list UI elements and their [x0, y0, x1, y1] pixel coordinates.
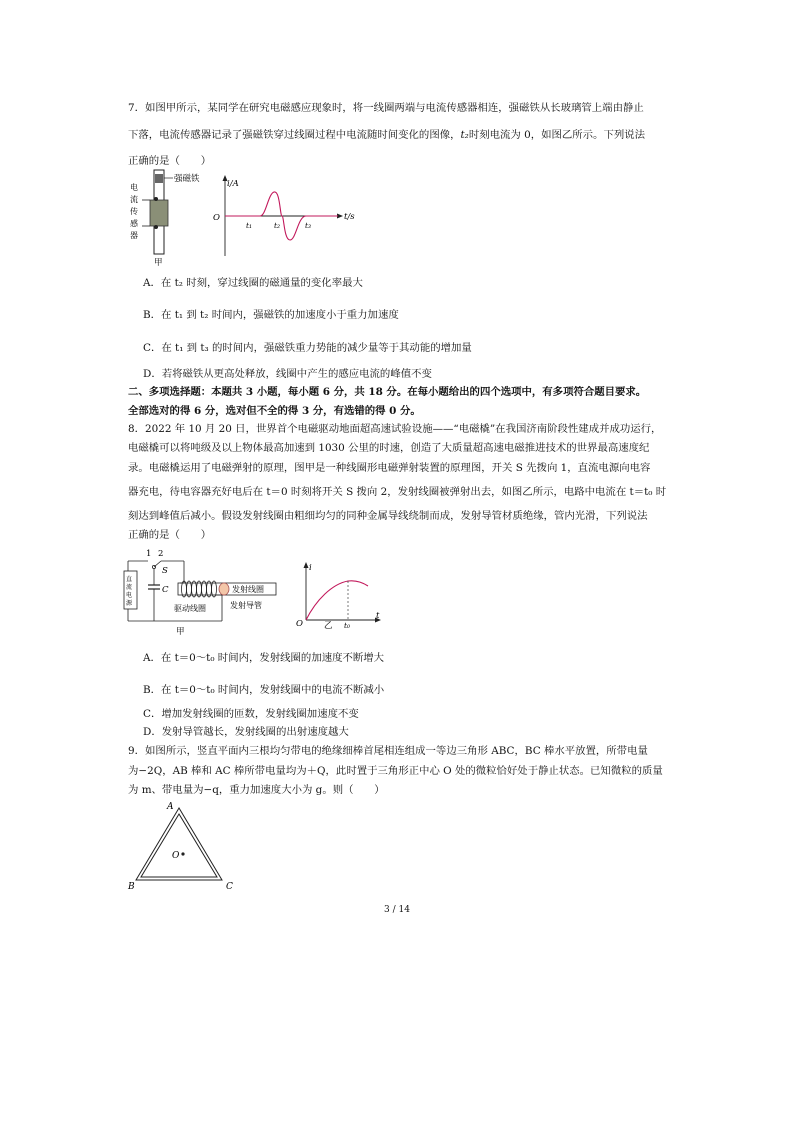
- origin-label: O: [213, 213, 220, 223]
- tick-t1: t₁: [246, 221, 253, 230]
- sensor-label-3: 感: [130, 219, 138, 228]
- capacitor-label: C: [162, 585, 169, 595]
- source-label-1: 流: [126, 584, 133, 591]
- fig-jia-caption-8: 甲: [176, 627, 185, 637]
- x-axis-label: t/s: [344, 212, 355, 222]
- sensor-label-2: 传: [130, 207, 138, 216]
- source-label-3: 源: [126, 600, 133, 607]
- q7-line2: [128, 127, 673, 143]
- q8-figure-circuit: [122, 545, 282, 637]
- q7-option-b: B．在 t₁ 到 t₂ 时间内，强磁铁的加速度小于重力加速度: [143, 309, 399, 321]
- launch-coil-label: 发射线圈: [232, 585, 264, 594]
- q8-option-b: B．在 t＝0～t₀ 时间内，发射线圈中的电流不断减小: [143, 684, 385, 696]
- vertex-b-label: B: [128, 882, 135, 892]
- source-label-0: 直: [126, 576, 133, 583]
- q7-t2-symbol: t₂: [460, 129, 469, 141]
- tube-label: 发射导管: [230, 601, 262, 610]
- sensor-label-4: 器: [130, 231, 138, 240]
- section2-line2: 全部选对的得 6 分，选对但不全的得 3 分，有选错的得 0 分。: [128, 405, 421, 417]
- q8-figure-graph: [292, 560, 384, 630]
- source-label-2: 电: [126, 592, 133, 599]
- triangle-inner: [141, 814, 217, 877]
- current-curve: [225, 192, 338, 240]
- node-1-label: 1: [146, 549, 152, 559]
- q7-option-d: D．若将磁铁从更高处释放，线圈中产生的感应电流的峰值不变: [143, 368, 432, 380]
- coil: [150, 200, 168, 226]
- tick-t3: t₃: [305, 221, 312, 230]
- vertex-c-label: C: [226, 882, 233, 892]
- q8-line1: 8．2022 年 10 月 20 日，世界首个电磁驱动地面超高速试验设施——“电磁橇”在我国济南阶段性建成并成功运行，: [128, 423, 662, 435]
- node-2-label: 2: [158, 549, 164, 559]
- center-dot: [181, 852, 184, 855]
- q8-option-d: D．发射导管越长，发射线圈的出射速度越大: [143, 726, 349, 738]
- tick-t2: t₂: [274, 221, 281, 230]
- magnet: [155, 174, 163, 183]
- q7-option-a: A．在 t₂ 时刻，穿过线圈的磁通量的变化率最大: [143, 277, 363, 289]
- q8-line5: 刻达到峰值后减小。假设发射线圈由粗细均匀的同种金属导线绕制而成，发射导管材质绝缘，管内光滑，下列说法: [128, 510, 648, 522]
- q7-line2a: 下落，电流传感器记录了强磁铁穿过线圈过程中电流随时间变化的图像，: [128, 129, 461, 141]
- q8-line4: 器充电，待电容器充好电后在 t＝0 时刻将开关 S 拨向 2，发射线圈被弹射出去，如图乙所示，电路中电流在 t＝t₀ 时: [128, 486, 667, 498]
- fig-jia-caption: 甲: [154, 258, 163, 268]
- current-curve: [306, 581, 368, 620]
- q9-line2: 为−2Q，AB 棒和 AC 棒所带电量均为＋Q，此时置于三角形正中心 O 处的微粒恰好处于静止状态。已知微粒的质量: [128, 765, 663, 777]
- switch-label: S: [162, 566, 168, 576]
- q8-line6: 正确的是（ ）: [128, 529, 212, 541]
- x-axis-label: t: [376, 611, 380, 621]
- drive-coil: [182, 581, 217, 597]
- q7-figure-graph: [210, 172, 360, 262]
- q8-line3: 录。电磁橇运用了电磁弹射的原理，图甲是一种线圈形电磁弹射装置的原理图，开关 S 先拨向 1，直流电源向电容: [128, 462, 651, 474]
- section2-line1: 二、多项选择题：本题共 3 小题，每小题 6 分，共 18 分。在每小题给出的四个选项中，有多项符合题目要求。: [128, 386, 647, 398]
- q9-line1: 9．如图所示，竖直平面内三根均匀带电的绝缘细棒首尾相连组成一等边三角形 ABC，BC 棒水平放置，所带电量: [128, 745, 648, 757]
- sensor-label-0: 电: [130, 183, 138, 192]
- origin-label: O: [296, 619, 303, 629]
- q9-line3: 为 m、带电量为−q，重力加速度大小为 g。则（ ）: [128, 784, 385, 796]
- page-number: 3 / 14: [384, 905, 410, 915]
- vertex-a-label: A: [167, 802, 174, 812]
- switch-s: [154, 561, 161, 567]
- q8-line2: 电磁橇可以将吨级及以上物体最高加速到 1030 公里的时速，创造了大质量超高速电磁推进技术的世界最高速度纪: [128, 442, 650, 454]
- magnet-label: 强磁铁: [174, 174, 200, 184]
- q7-option-c: C．在 t₁ 到 t₃ 的时间内，强磁铁重力势能的减少量等于其动能的增加量: [143, 342, 472, 354]
- drive-coil-label: 驱动线圈: [174, 604, 206, 613]
- center-o-label: O: [172, 851, 180, 861]
- sensor-label-1: 流: [130, 195, 138, 204]
- q9-figure-triangle: [122, 800, 242, 894]
- tick-t0: t₀: [344, 621, 351, 630]
- launch-coil: [219, 583, 229, 595]
- y-axis-label: i: [309, 563, 312, 573]
- q7-line2b: 时刻电流为 0，如图乙所示。下列说法: [468, 129, 646, 141]
- q8-option-a: A．在 t＝0～t₀ 时间内，发射线圈的加速度不断增大: [143, 652, 385, 664]
- q7-figure-apparatus: [120, 166, 220, 268]
- q8-option-c: C．增加发射线圈的匝数，发射线圈加速度不变: [143, 708, 359, 720]
- q7-line3: 正确的是（ ）: [128, 155, 212, 167]
- triangle-outer: [136, 808, 222, 880]
- q7-line1: 7．如图甲所示，某同学在研究电磁感应现象时，将一线圈两端与电流传感器相连，强磁铁从长玻璃管上端由静止: [128, 102, 644, 114]
- fig-yi-caption: 乙: [324, 621, 333, 630]
- y-axis-label: i/A: [227, 179, 239, 189]
